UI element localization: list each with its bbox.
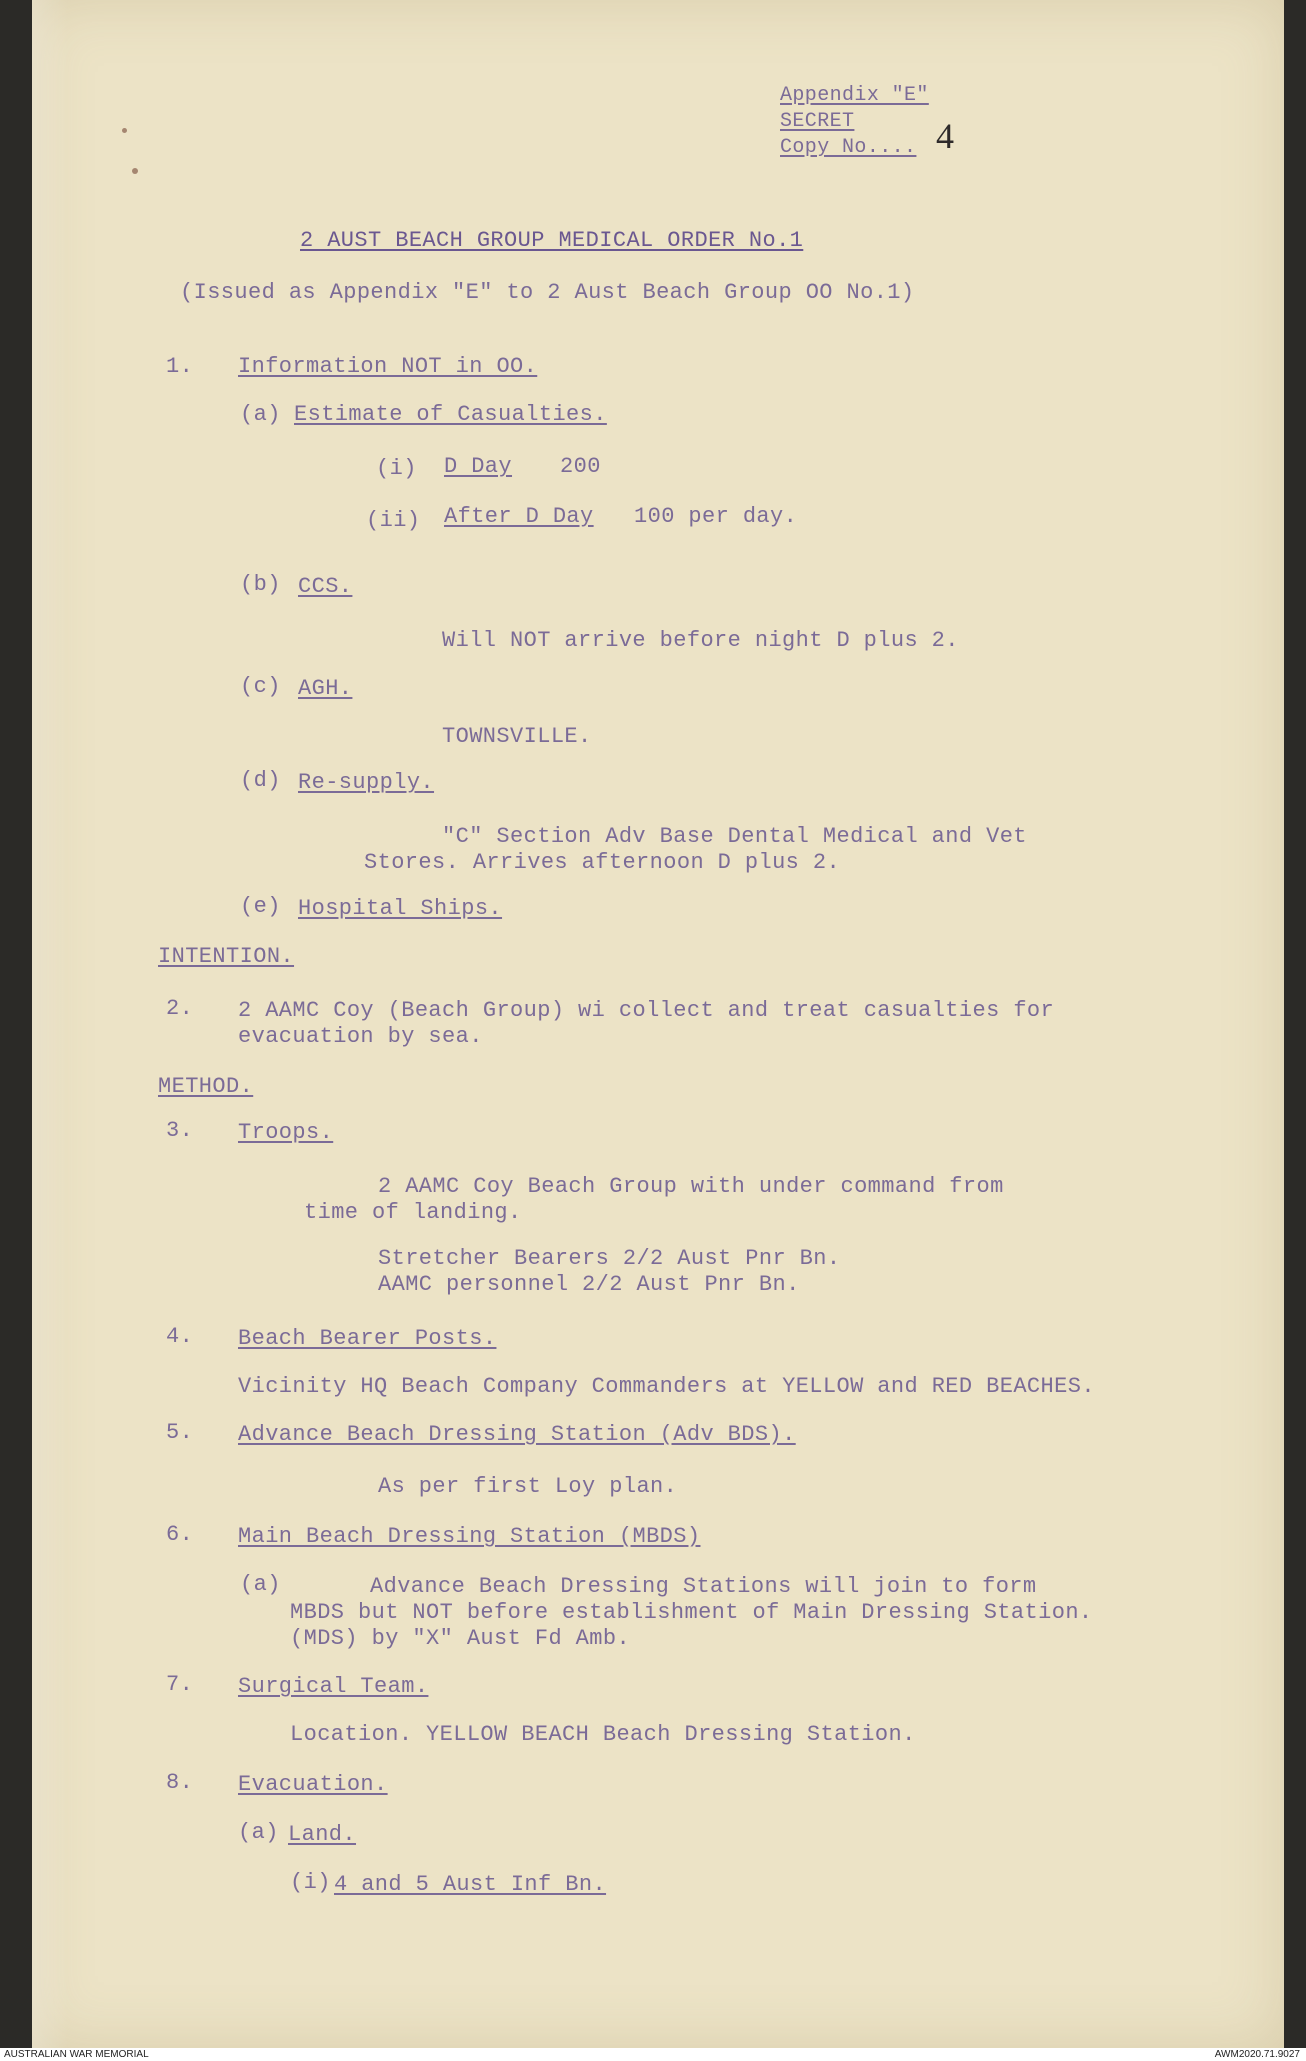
subsection-heading: Land. xyxy=(288,1822,357,1847)
subsection-text: TOWNSVILLE. xyxy=(442,724,592,749)
section-number: 7. xyxy=(166,1672,194,1697)
subsection-label: (e) xyxy=(240,894,281,919)
footer-accession-number: AWM2020.71.9027 xyxy=(1214,2049,1300,2060)
section-number: 6. xyxy=(166,1522,194,1547)
appendix-label: Appendix "E" xyxy=(780,84,929,107)
section-heading: INTENTION. xyxy=(158,944,295,969)
section-text: (MDS) by "X" Aust Fd Amb. xyxy=(290,1626,631,1651)
section-heading: Surgical Team. xyxy=(238,1674,429,1699)
section-text: MBDS but NOT before establishment of Main Dressing Station. xyxy=(290,1600,1093,1625)
copy-number-label: Copy No.... xyxy=(780,136,917,159)
section-number: 8. xyxy=(166,1770,194,1795)
subsection-text: Stores. Arrives afternoon D plus 2. xyxy=(364,850,841,875)
subsection-text: "C" Section Adv Base Dental Medical and Vet xyxy=(442,824,1027,849)
document-subtitle: (Issued as Appendix "E" to 2 Aust Beach Group OO No.1) xyxy=(180,280,915,305)
footer-institution: AUSTRALIAN WAR MEMORIAL xyxy=(4,2049,149,2060)
section-number: 1. xyxy=(166,354,194,379)
subsection-label: (c) xyxy=(240,674,281,699)
subsection-label: (a) xyxy=(240,1572,281,1597)
item-value: 100 per day. xyxy=(634,504,798,529)
item-text: D Day xyxy=(444,454,513,479)
ink-blot xyxy=(132,168,138,174)
item-label: (i) xyxy=(376,456,417,481)
section-text: evacuation by sea. xyxy=(238,1024,483,1049)
subsection-label: (a) xyxy=(240,402,281,427)
subsection-text: Will NOT arrive before night D plus 2. xyxy=(442,628,959,653)
subsection-heading: Hospital Ships. xyxy=(298,896,503,921)
section-number: 5. xyxy=(166,1420,194,1445)
section-text: time of landing. xyxy=(304,1200,522,1225)
subsection-label: (b) xyxy=(240,572,281,597)
document-page xyxy=(32,0,1284,2048)
subsection-heading: CCS. xyxy=(298,574,353,599)
item-label: (ii) xyxy=(366,508,421,533)
section-heading: Information NOT in OO. xyxy=(238,354,538,379)
section-heading: Troops. xyxy=(238,1120,334,1145)
subsection-heading: Re-supply. xyxy=(298,770,435,795)
copy-number-value: 4 xyxy=(936,116,955,156)
classification-label: SECRET xyxy=(780,110,855,133)
section-text: Advance Beach Dressing Stations will join to form xyxy=(370,1574,1037,1599)
section-number: 3. xyxy=(166,1118,194,1143)
section-number: 4. xyxy=(166,1324,194,1349)
subsection-heading: AGH. xyxy=(298,676,353,701)
subsection-label: (d) xyxy=(240,768,281,793)
section-text: AAMC personnel 2/2 Aust Pnr Bn. xyxy=(378,1272,800,1297)
section-text: Stretcher Bearers 2/2 Aust Pnr Bn. xyxy=(378,1246,841,1271)
section-text: As per first Loy plan. xyxy=(378,1474,678,1499)
section-heading: Advance Beach Dressing Station (Adv BDS). xyxy=(238,1422,796,1447)
section-text: Vicinity HQ Beach Company Commanders at YELLOW and RED BEACHES. xyxy=(238,1374,1095,1399)
section-number: 2. xyxy=(166,996,194,1021)
section-heading: Main Beach Dressing Station (MBDS) xyxy=(238,1524,701,1549)
section-text: Location. YELLOW BEACH Beach Dressing Station. xyxy=(290,1722,916,1747)
item-text: After D Day xyxy=(444,504,594,529)
ink-blot xyxy=(122,128,127,133)
section-heading: METHOD. xyxy=(158,1074,254,1099)
section-text: 2 AAMC Coy (Beach Group) wi collect and treat casualties for xyxy=(238,998,1055,1023)
section-text: 2 AAMC Coy Beach Group with under command from xyxy=(378,1174,1004,1199)
document-title: 2 AUST BEACH GROUP MEDICAL ORDER No.1 xyxy=(300,228,804,253)
item-value: 200 xyxy=(560,454,601,479)
section-heading: Beach Bearer Posts. xyxy=(238,1326,497,1351)
subsection-label: (a) xyxy=(238,1820,279,1845)
subsection-heading: Estimate of Casualties. xyxy=(294,402,607,427)
archive-footer xyxy=(0,2048,1306,2061)
section-heading: Evacuation. xyxy=(238,1772,388,1797)
item-label: (i) xyxy=(290,1870,331,1895)
item-text: 4 and 5 Aust Inf Bn. xyxy=(334,1872,607,1897)
